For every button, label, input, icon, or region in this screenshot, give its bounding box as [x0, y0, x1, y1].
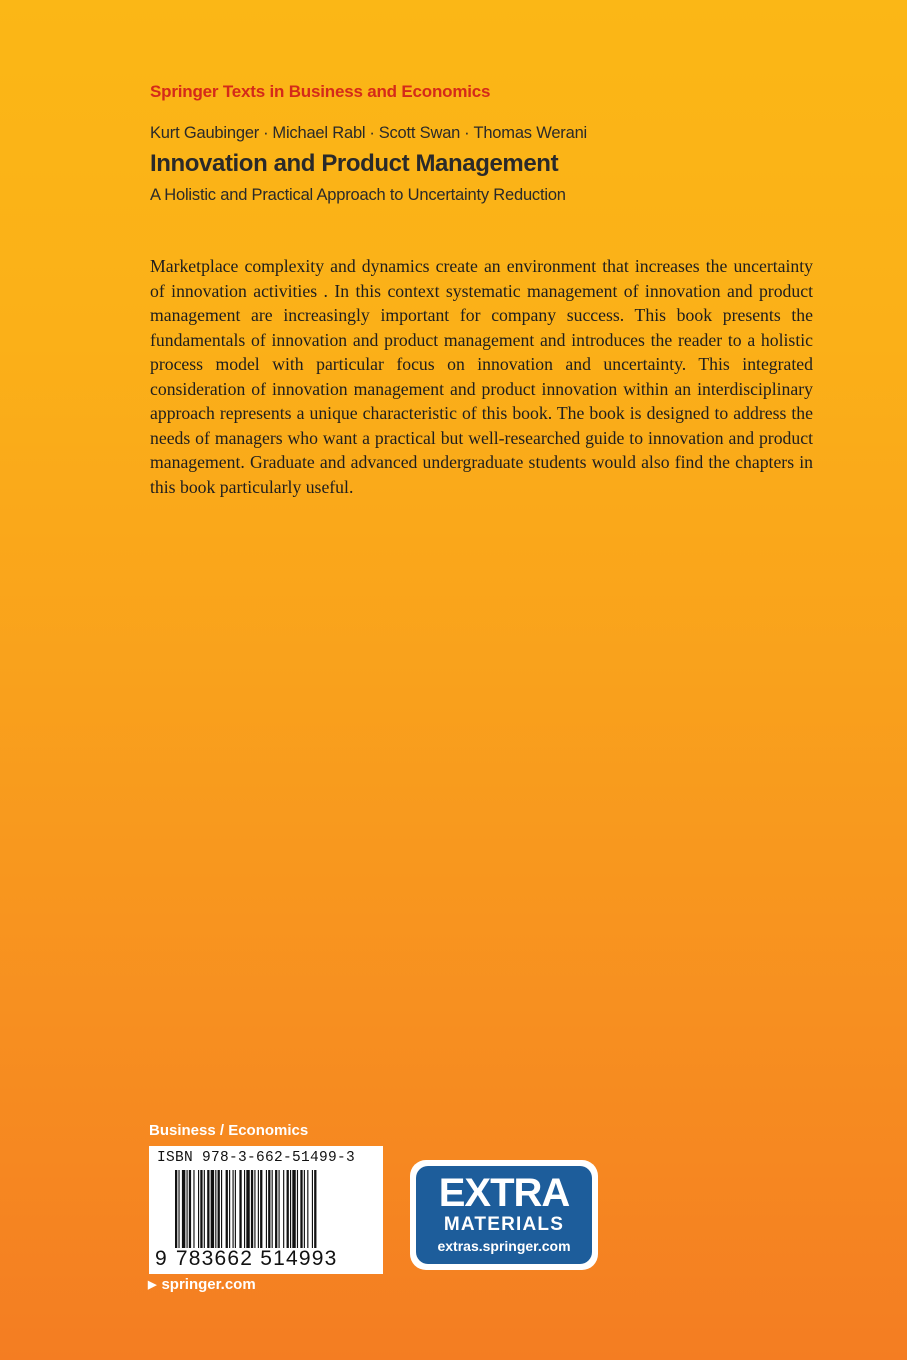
barcode-bar — [272, 1170, 273, 1248]
barcode-digit-groups: 783662 514993 — [175, 1247, 338, 1270]
barcode-bar — [189, 1170, 191, 1248]
publisher-url: springer.com — [161, 1276, 256, 1293]
barcode-bar — [218, 1170, 220, 1248]
barcode-bar — [200, 1170, 202, 1248]
publisher-link[interactable] — [148, 1276, 256, 1293]
barcode-bar — [207, 1170, 209, 1248]
arrow-right-icon: ▶ — [148, 1279, 157, 1291]
author-name: Kurt Gaubinger — [150, 124, 260, 142]
book-subtitle: A Holistic and Practical Approach to Uncertainty Reduction — [150, 186, 566, 204]
barcode-bar — [215, 1170, 216, 1248]
barcode-bar — [193, 1170, 194, 1248]
barcode-bar — [175, 1170, 177, 1248]
barcode-bar — [297, 1170, 298, 1248]
barcode-bar — [251, 1170, 253, 1248]
isbn-barcode — [149, 1146, 383, 1274]
barcode-bar — [279, 1170, 280, 1248]
barcode-bar — [211, 1170, 214, 1248]
barcode-bar — [178, 1170, 179, 1248]
author-list — [150, 124, 587, 143]
barcode-digits — [155, 1247, 377, 1271]
barcode-bar — [229, 1170, 230, 1248]
category-label: Business / Economics — [149, 1122, 309, 1139]
barcode-bar — [246, 1170, 249, 1248]
barcode-bar — [182, 1170, 185, 1248]
barcode-bar — [221, 1170, 222, 1248]
author-separator: · — [464, 124, 470, 142]
author-name: Scott Swan — [378, 124, 461, 142]
barcode-first-digit: 9 — [155, 1247, 168, 1270]
barcode-bar — [258, 1170, 259, 1248]
barcode-bar — [235, 1170, 236, 1248]
author-name: Michael Rabl — [272, 124, 366, 142]
barcode-bar — [287, 1170, 289, 1248]
author-separator: · — [369, 124, 375, 142]
barcode-bar — [304, 1170, 305, 1248]
book-title: Innovation and Product Management — [150, 150, 559, 177]
barcode-bar — [244, 1170, 245, 1248]
author-name: Thomas Werani — [473, 124, 588, 142]
barcode-bar — [307, 1170, 308, 1248]
barcode-bar — [198, 1170, 199, 1248]
barcode-bar — [292, 1170, 295, 1248]
author-separator: · — [263, 124, 269, 142]
barcode-bar — [290, 1170, 291, 1248]
barcode-bars — [175, 1170, 373, 1248]
extra-materials-panel — [416, 1166, 592, 1264]
book-description: Marketplace complexity and dynamics create an environment that increases the uncertainty of innovation activities . In this context systematic management of innovation and product management are increasingly important for company success. This book presents the fundamentals of innovation and product management and introduces the reader to a holistic process model with particular focus on innovation and uncertainty. This integrated consideration of innovation management and product innovation within an interdisciplinary approach represents a unique characteristic of this book. The book is designed to address the needs of managers who want a practical but well-researched guide to innovation and product management. Graduate and advanced undergraduate students would also find the chapters in this book particularly useful. — [150, 256, 813, 497]
barcode-bar — [226, 1170, 228, 1248]
barcode-bar — [312, 1170, 313, 1248]
barcode-graphic — [175, 1170, 373, 1248]
barcode-bar — [239, 1170, 241, 1248]
barcode-bar — [187, 1170, 188, 1248]
barcode-bar — [260, 1170, 262, 1248]
barcode-bar — [314, 1170, 316, 1248]
extra-badge-subtitle: MATERIALS — [443, 1214, 565, 1235]
barcode-bar — [204, 1170, 205, 1248]
extra-badge-url: extras.springer.com — [437, 1238, 571, 1254]
extra-badge-title: EXTRA — [438, 1171, 570, 1215]
barcode-bar — [268, 1170, 270, 1248]
barcode-bar — [283, 1170, 284, 1248]
barcode-bar — [300, 1170, 302, 1248]
barcode-bar — [233, 1170, 234, 1248]
isbn-label: ISBN 978-3-662-51499-3 — [157, 1150, 356, 1166]
barcode-bar — [254, 1170, 255, 1248]
barcode-bar — [275, 1170, 277, 1248]
series-name: Springer Texts in Business and Economics — [150, 82, 491, 101]
extra-materials-badge[interactable] — [410, 1160, 598, 1270]
barcode-bar — [266, 1170, 267, 1248]
